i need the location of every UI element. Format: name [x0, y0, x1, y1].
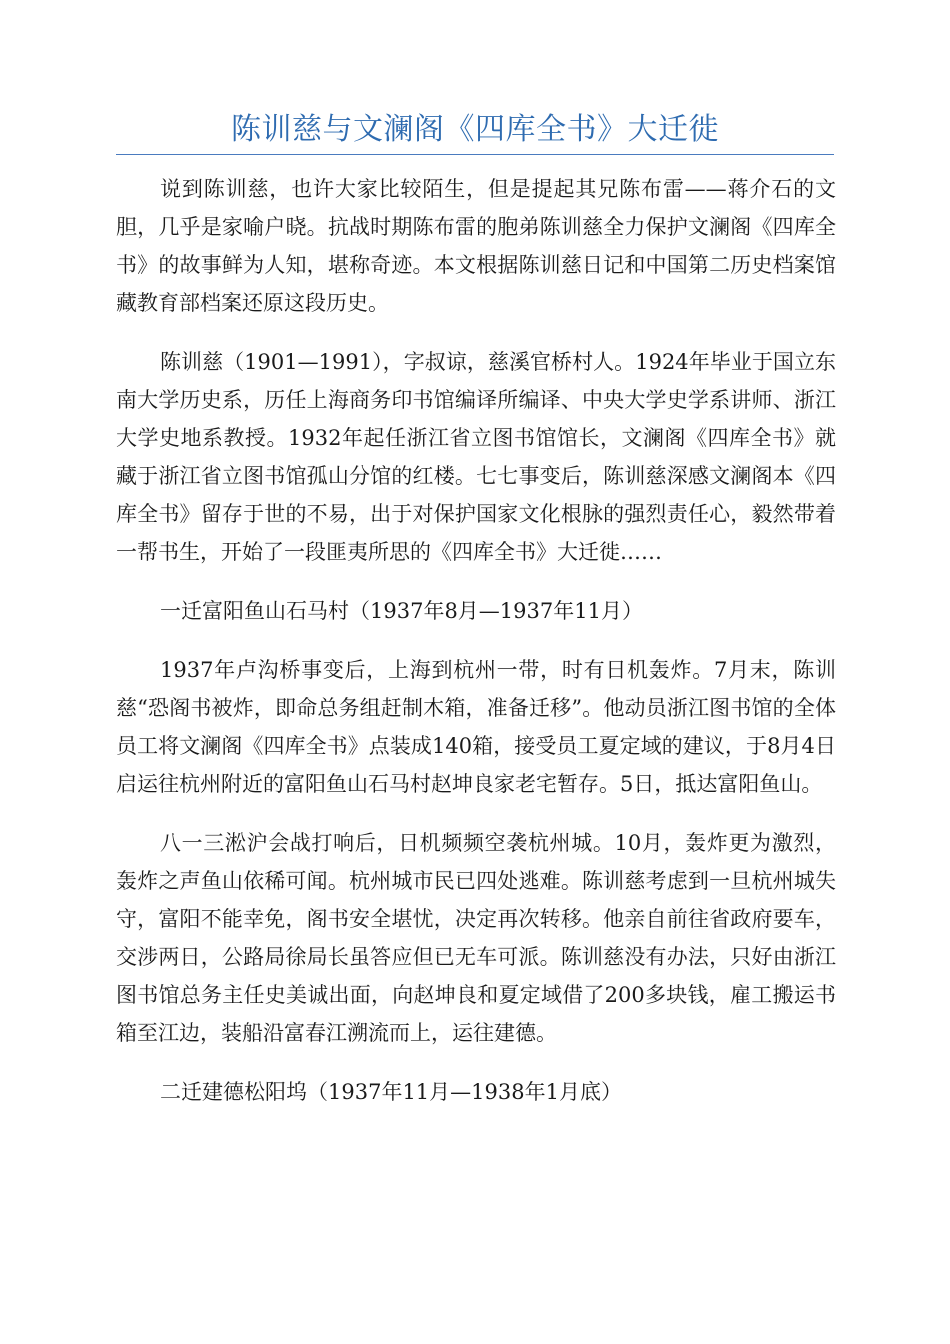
paragraph-first-move: 1937年卢沟桥事变后，上海到杭州一带，时有日机轰炸。7月末，陈训慈“恐阁书被炸，即命总务组赶制木箱，准备迁移”。他动员浙江图书馆的全体员工将文澜阁《四库全书》点装成140箱，接受员工夏定域的建议，于8月4日启运往杭州附近的富阳鱼山石马村赵坤良家老宅暂存。5日，抵达富阳鱼山。 — [116, 658, 836, 796]
section-heading-first-move: 一迁富阳鱼山石马村（1937年8月—1937年11月） — [160, 599, 643, 623]
section-heading-second-move: 二迁建德松阳坞（1937年11月—1938年1月底） — [160, 1080, 622, 1104]
document-body — [116, 170, 836, 1132]
paragraph-intro: 说到陈训慈，也许大家比较陌生，但是提起其兄陈布雷——蒋介石的文胆，几乎是家喻户晓。抗战时期陈布雷的胞弟陈训慈全力保护文澜阁《四库全书》的故事鲜为人知，堪称奇迹。本文根据陈训慈日记和中国第二历史档案馆藏教育部档案还原这段历史。 — [116, 177, 836, 315]
paragraph-second-move-reason: 八一三淞沪会战打响后，日机频频空袭杭州城。10月，轰炸更为激烈，轰炸之声鱼山依稀可闻。杭州城市民已四处逃难。陈训慈考虑到一旦杭州城失守，富阳不能幸免，阁书安全堪忧，决定再次转移。他亲自前往省政府要车，交涉两日，公路局徐局长虽答应但已无车可派。陈训慈没有办法，只好由浙江图书馆总务主任史美诚出面，向赵坤良和夏定域借了200多块钱，雇工搬运书箱至江边，装船沿富春江溯流而上，运往建德。 — [116, 831, 836, 1045]
paragraph-biography: 陈训慈（1901—1991），字叔谅，慈溪官桥村人。1924年毕业于国立东南大学历史系，历任上海商务印书馆编译所编译、中央大学史学系讲师、浙江大学史地系教授。1932年起任浙江省立图书馆馆长，文澜阁《四库全书》就藏于浙江省立图书馆孤山分馆的红楼。七七事变后，陈训慈深感文澜阁本《四库全书》留存于世的不易，出于对保护国家文化根脉的强烈责任心，毅然带着一帮书生，开始了一段匪夷所思的《四库全书》大迁徙…… — [116, 350, 836, 564]
title-underline — [116, 154, 834, 155]
document-title: 陈训慈与文澜阁《四库全书》大迁徙 — [231, 112, 719, 147]
